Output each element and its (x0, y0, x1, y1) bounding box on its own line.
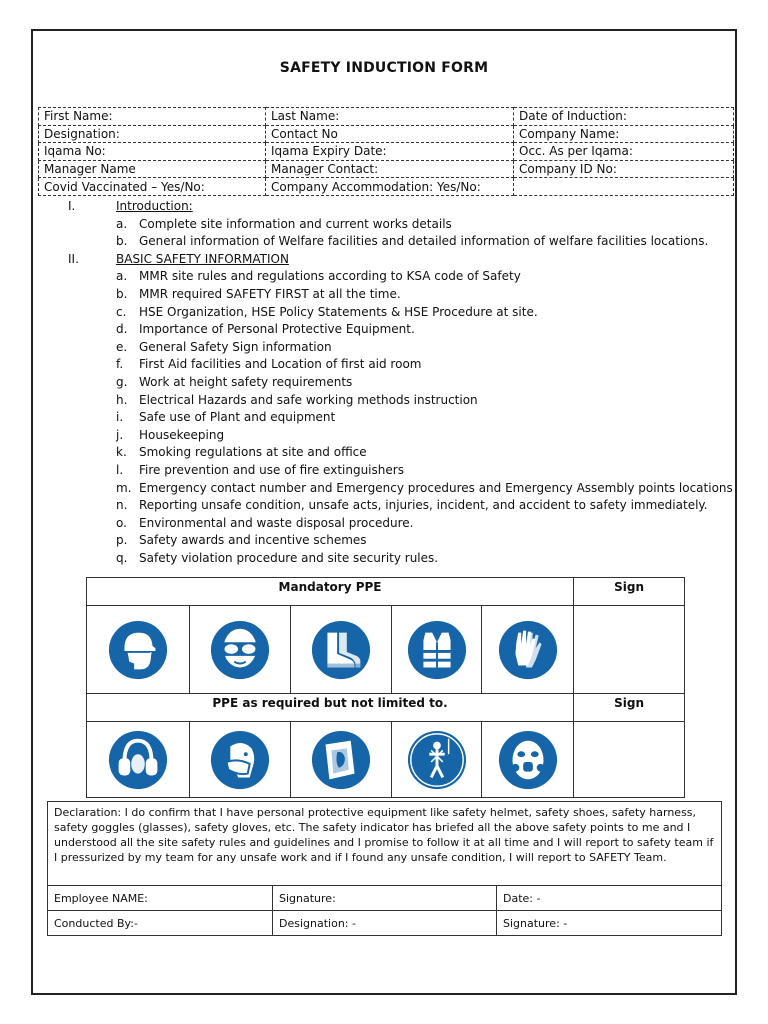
ppe-cell (482, 606, 574, 694)
item-text: Reporting unsafe condition, unsafe acts, injuries, incident, and accident to safety immediately. (139, 498, 708, 513)
section-title: Introduction: (116, 199, 193, 213)
empty-field[interactable] (514, 178, 734, 196)
declaration-table (47, 801, 722, 936)
item-letter: n. (116, 498, 128, 513)
sign-heading: Sign (574, 694, 685, 722)
form-title: SAFETY INDUCTION FORM (279, 60, 489, 76)
item-letter: i. (116, 410, 124, 425)
list-item (38, 427, 733, 445)
conducted-by-field[interactable]: Conducted By:- (48, 911, 273, 936)
item-letter: l. (116, 462, 124, 477)
item-letter: b. (116, 234, 128, 249)
item-letter: a. (116, 269, 128, 284)
item-text: General information of Welfare facilities and detailed information of welfare facilities locations. (139, 234, 709, 249)
hard-hat-icon (107, 619, 169, 681)
sign-heading: Sign (574, 578, 685, 606)
section-heading (38, 251, 733, 269)
item-text: First Aid facilities and Location of first aid room (139, 357, 422, 372)
item-text: Complete site information and current works details (139, 216, 452, 231)
item-letter: d. (116, 322, 128, 337)
item-letter: a. (116, 216, 128, 231)
ppe-cell (291, 606, 392, 694)
info-row (39, 143, 734, 161)
item-letter: h. (116, 392, 128, 407)
sign-cell[interactable] (574, 606, 685, 694)
info-row (39, 178, 734, 196)
first-name-field[interactable]: First Name: (39, 108, 266, 126)
list-item (38, 233, 733, 251)
list-item (38, 392, 733, 410)
item-letter: p. (116, 533, 128, 548)
safety-harness-icon (406, 729, 468, 791)
item-text: Work at height safety requirements (139, 374, 353, 389)
list-item (38, 515, 733, 533)
item-text: Emergency contact number and Emergency procedures and Emergency Assembly points locations (139, 480, 733, 495)
face-mask-icon (209, 729, 271, 791)
item-text: Safety violation procedure and site security rules. (139, 550, 439, 565)
item-text: HSE Organization, HSE Policy Statements & HSE Procedure at site. (139, 304, 538, 319)
ear-protection-icon (107, 729, 169, 791)
respirator-icon (497, 729, 559, 791)
iqama-no-field[interactable]: Iqama No: (39, 143, 266, 161)
list-item (38, 321, 733, 339)
last-name-field[interactable]: Last Name: (266, 108, 514, 126)
iqama-expiry-field[interactable]: Iqama Expiry Date: (266, 143, 514, 161)
section-title: BASIC SAFETY INFORMATION (116, 251, 289, 266)
info-row (39, 108, 734, 126)
induction-outline (38, 198, 733, 567)
item-letter: m. (116, 480, 132, 495)
designation-field[interactable]: Designation: (39, 125, 266, 143)
safety-boots-icon (310, 619, 372, 681)
accommodation-field[interactable]: Company Accommodation: Yes/No: (266, 178, 514, 196)
manager-contact-field[interactable]: Manager Contact: (266, 160, 514, 178)
ppe-cell (392, 722, 482, 798)
conductor-signature-field[interactable]: Signature: - (497, 911, 722, 936)
item-text: Electrical Hazards and safe working methods instruction (139, 392, 478, 407)
list-item (38, 304, 733, 322)
item-text: MMR site rules and regulations according to KSA code of Safety (139, 269, 521, 284)
info-row (39, 160, 734, 178)
section-number: I. (68, 199, 76, 213)
item-text: Importance of Personal Protective Equipment. (139, 322, 415, 337)
item-letter: c. (116, 304, 127, 319)
list-item (38, 444, 733, 462)
sign-cell[interactable] (574, 722, 685, 798)
covid-vaccinated-field[interactable]: Covid Vaccinated – Yes/No: (39, 178, 266, 196)
item-text: MMR required SAFETY FIRST at all the time. (139, 286, 401, 301)
employee-info-table (38, 107, 734, 196)
list-item (38, 216, 733, 234)
ppe-cell (190, 722, 291, 798)
item-text: Safe use of Plant and equipment (139, 410, 336, 425)
declaration-text: Declaration: I do confirm that I have personal protective equipment like safety helmet, safety shoes, safety harness, safety goggles (glasses), safety gloves, etc. The safety indicator has briefed all the above safety points to me and I understood all the site safety rules and guidelines and I promise to follow it at all time and I will report to safety team if I pressurized by my team for any unsafe work and if I found any unsafe condition, I will report to SAFETY Team. (48, 802, 722, 886)
employee-name-field[interactable]: Employee NAME: (48, 886, 273, 911)
item-text: Environmental and waste disposal procedure. (139, 515, 414, 530)
item-text: Safety awards and incentive schemes (139, 533, 367, 548)
section-heading (38, 198, 733, 216)
item-letter: g. (116, 374, 128, 389)
item-letter: e. (116, 339, 128, 354)
ppe-cell (392, 606, 482, 694)
induction-date-field[interactable]: Date of Induction: (514, 108, 734, 126)
mandatory-ppe-heading: Mandatory PPE (87, 578, 574, 606)
item-text: Smoking regulations at site and office (139, 445, 367, 460)
info-row (39, 125, 734, 143)
conductor-designation-field[interactable]: Designation: - (273, 911, 497, 936)
optional-ppe-heading: PPE as required but not limited to. (87, 694, 574, 722)
manager-name-field[interactable]: Manager Name (39, 160, 266, 178)
ppe-cell (291, 722, 392, 798)
item-letter: k. (116, 445, 127, 460)
section-number: II. (68, 251, 79, 266)
list-item (38, 497, 733, 515)
list-item (38, 462, 733, 480)
item-text: Housekeeping (139, 427, 225, 442)
ppe-cell (482, 722, 574, 798)
employee-signature-field[interactable]: Signature: (273, 886, 497, 911)
list-item (38, 356, 733, 374)
date-field[interactable]: Date: - (497, 886, 722, 911)
list-item (38, 409, 733, 427)
company-id-field[interactable]: Company ID No: (514, 160, 734, 178)
ppe-table (86, 577, 685, 798)
item-text: General Safety Sign information (139, 339, 332, 354)
ppe-cell (87, 722, 190, 798)
contact-no-field[interactable]: Contact No (266, 125, 514, 143)
hi-vis-vest-icon (406, 619, 468, 681)
occupation-field[interactable]: Occ. As per Iqama: (514, 143, 734, 161)
item-letter: b. (116, 286, 128, 301)
item-letter: o. (116, 515, 127, 530)
list-item (38, 550, 733, 568)
safety-gloves-icon (497, 619, 559, 681)
item-text: Fire prevention and use of fire extinguishers (139, 462, 404, 477)
list-item (38, 374, 733, 392)
list-item (38, 532, 733, 550)
item-letter: j. (116, 427, 124, 442)
ppe-cell (190, 606, 291, 694)
item-letter: f. (116, 357, 124, 372)
item-letter: q. (116, 550, 128, 565)
ppe-cell (87, 606, 190, 694)
safety-goggles-icon (209, 619, 271, 681)
company-name-field[interactable]: Company Name: (514, 125, 734, 143)
list-item (38, 286, 733, 304)
list-item (38, 268, 733, 286)
face-shield-icon (310, 729, 372, 791)
list-item (38, 480, 733, 498)
list-item (38, 339, 733, 357)
